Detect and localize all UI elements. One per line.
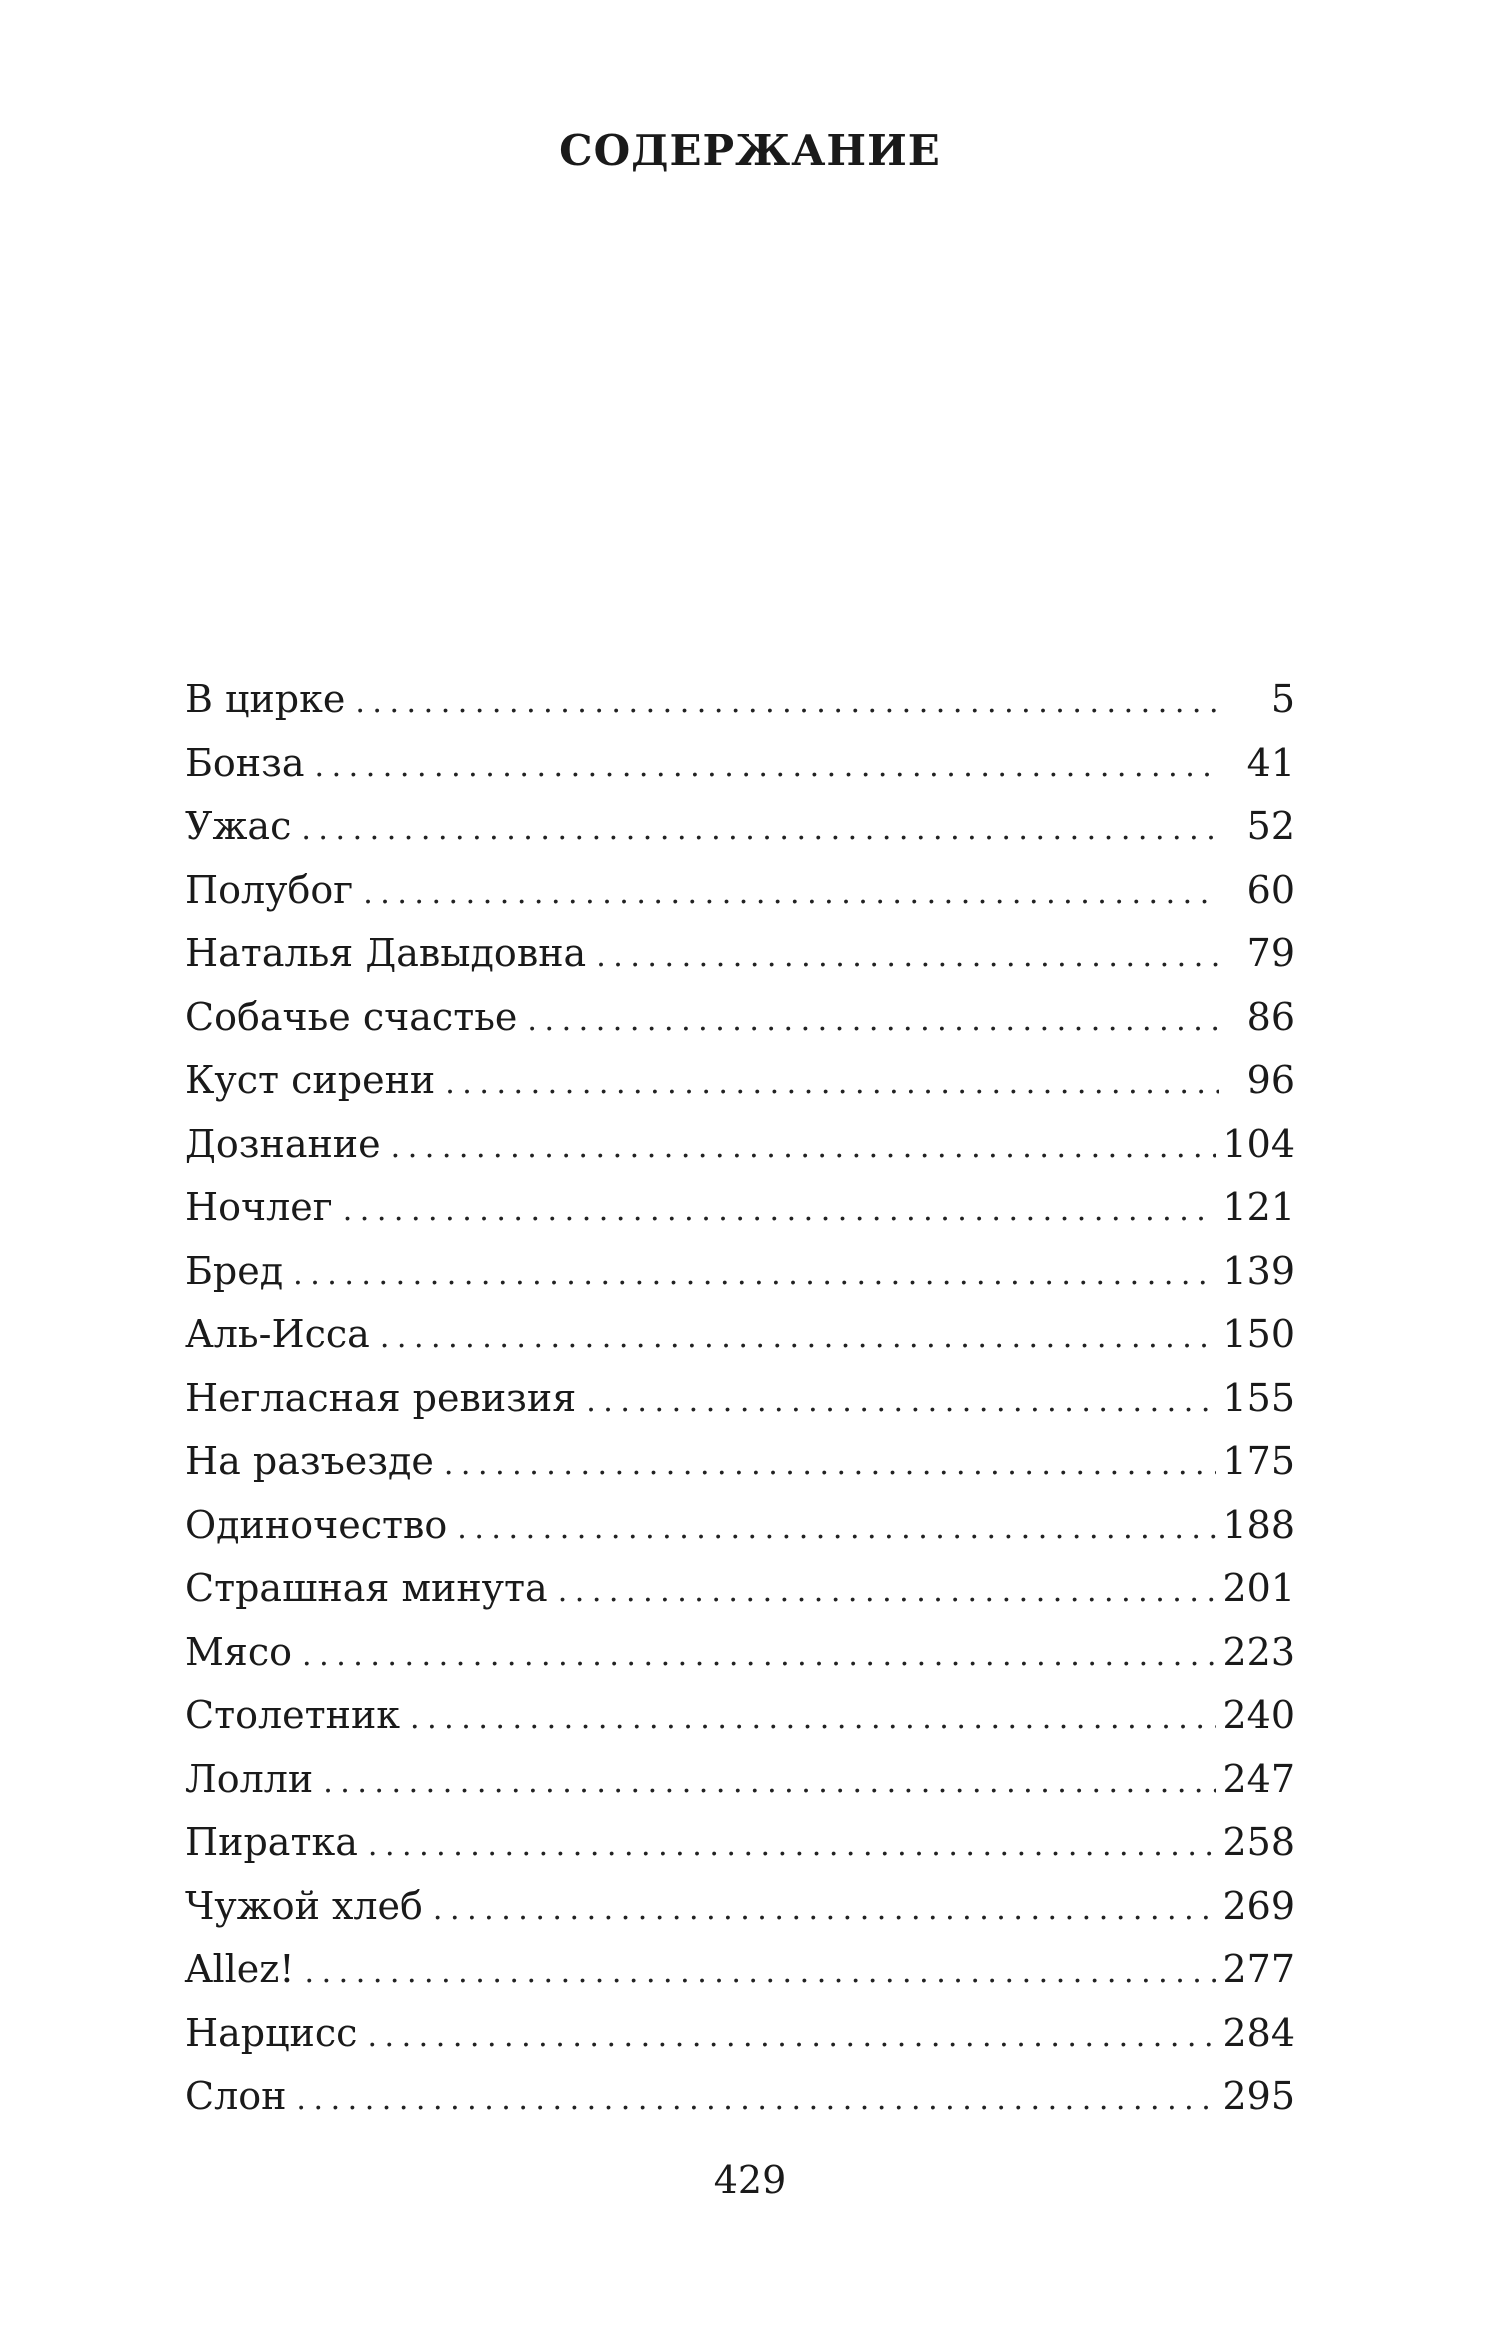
toc-entry [185,1113,1295,1177]
toc-entry-page: 284 [1222,2010,1295,2055]
toc-entry-title: Мясо [185,1629,293,1674]
dot-leader [367,2002,1216,2066]
toc-entry-title: Столетник [185,1693,401,1737]
toc-entry [185,1875,1295,1939]
toc-entry-title: Allez! [185,1947,295,1991]
toc-entry [185,1303,1295,1367]
toc-entry [185,1367,1295,1431]
toc-entry-title: Ночлег [185,1185,333,1229]
toc-entry [185,1684,1295,1748]
toc-entry-title: Аль-Исса [185,1312,370,1356]
dot-leader [305,1938,1217,2002]
toc-entry-page: 247 [1222,1756,1295,1801]
toc-entry-title: Одиночество [185,1502,448,1547]
toc-entry-title: Бонза [185,740,305,785]
toc-entry [185,1938,1295,2002]
toc-entry-title: Лолли [185,1756,314,1801]
toc-entry-title: Негласная ревизия [185,1375,577,1420]
dot-leader [391,1113,1217,1177]
toc-entry-title: Наталья Давыдовна [185,931,587,975]
toc-entry-title: Нарцисс [185,2010,358,2055]
toc-entry-title: На разъезде [185,1439,434,1483]
dot-leader [596,922,1219,986]
toc-entry [185,2002,1295,2066]
toc-entry-page: 269 [1222,1883,1295,1928]
toc-entry-page: 155 [1222,1375,1295,1420]
toc-entry-page: 79 [1246,931,1295,975]
toc-entry-page: 96 [1246,1058,1295,1102]
toc-entry [185,1049,1295,1113]
toc-entry [185,732,1295,796]
dot-leader [380,1303,1217,1367]
toc-entry-title: Бред [185,1248,284,1293]
dot-leader [296,2065,1216,2129]
toc-entry-title: Слон [185,2074,287,2118]
toc-entry-page: 86 [1246,994,1295,1039]
toc-entry-page: 277 [1222,1947,1295,1991]
toc-entry [185,795,1295,859]
dot-leader [368,1811,1217,1875]
toc-entry-title: Дознание [185,1121,381,1166]
toc-entry-title: В цирке [185,677,346,721]
toc-entry [185,1430,1295,1494]
dot-leader [444,1430,1217,1494]
dot-leader [301,795,1219,859]
toc-entry-page: 201 [1222,1566,1295,1610]
toc-entry-title: Чужой хлеб [185,1883,423,1928]
toc-entry [185,1557,1295,1621]
page-title: СОДЕРЖАНИЕ [559,126,941,175]
toc-entry-page: 175 [1222,1439,1295,1483]
toc-entry-title: Ужас [185,804,292,848]
dot-leader [363,859,1219,923]
toc-entry-page: 121 [1222,1185,1295,1229]
dot-leader [445,1049,1219,1113]
toc-entry-title: Полубог [185,867,354,912]
toc-entry-title: Пиратка [185,1820,358,1864]
dot-leader [410,1684,1216,1748]
toc-entry [185,922,1295,986]
toc-entry-title: Страшная минута [185,1566,548,1610]
toc-entry-page: 60 [1246,867,1295,912]
toc-entry [185,1494,1295,1558]
toc-entry-page: 295 [1222,2074,1295,2118]
toc-entry-page: 104 [1222,1121,1295,1166]
toc-entry [185,668,1295,732]
toc-entry-page: 258 [1222,1820,1295,1864]
toc-entry [185,1176,1295,1240]
dot-leader [433,1875,1217,1939]
toc-entry [185,1748,1295,1812]
toc-entry-page: 240 [1222,1693,1295,1737]
toc-entry-title: Куст сирени [185,1058,436,1102]
dot-leader [558,1557,1217,1621]
dot-leader [527,986,1219,1050]
dot-leader [315,732,1219,796]
toc-entry-page: 41 [1246,740,1295,785]
dot-leader [343,1176,1217,1240]
page-number: 429 [713,2158,787,2202]
dot-leader [457,1494,1216,1558]
dot-leader [355,668,1219,732]
dot-leader [323,1748,1216,1812]
toc-entry [185,1240,1295,1304]
toc-entry-page: 150 [1222,1312,1295,1356]
toc-entry-page: 223 [1222,1629,1295,1674]
dot-leader [302,1621,1216,1685]
toc-entry [185,2065,1295,2129]
toc-entry-page: 5 [1270,677,1295,721]
toc-entry [185,859,1295,923]
dot-leader [586,1367,1216,1431]
toc-entry [185,986,1295,1050]
dot-leader [293,1240,1216,1304]
toc-entry-page: 52 [1246,804,1295,848]
toc-entry-page: 139 [1222,1248,1295,1293]
table-of-contents [185,668,1295,2129]
toc-entry-title: Собачье счастье [185,994,518,1039]
toc-entry-page: 188 [1222,1502,1295,1547]
toc-entry [185,1811,1295,1875]
toc-entry [185,1621,1295,1685]
